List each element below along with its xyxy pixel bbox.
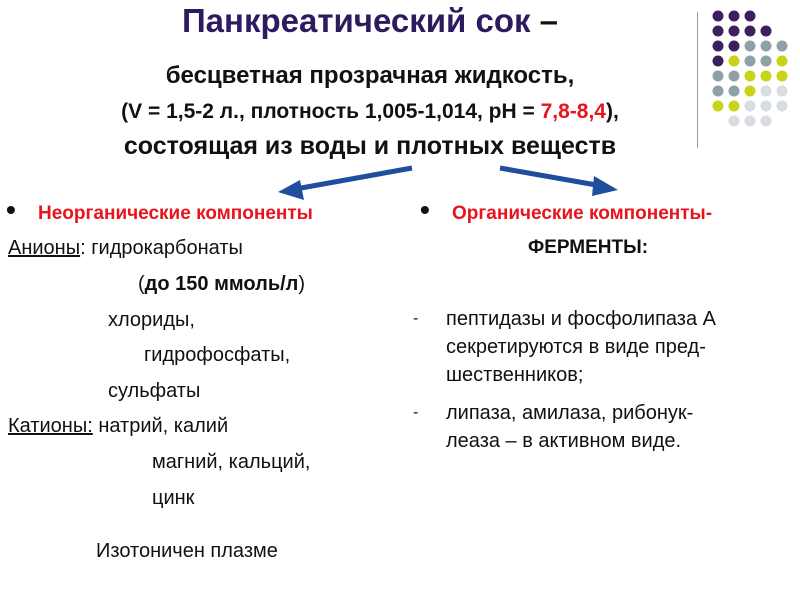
decor-dot: [713, 11, 724, 22]
arrow-right-head: [592, 176, 618, 196]
cation-magnesium-calcium: магний, кальций,: [152, 451, 311, 473]
subtitle-line-2: [0, 100, 740, 124]
decor-dot: [729, 86, 740, 97]
bullet-left: •: [6, 194, 16, 225]
anions-row: [8, 237, 243, 260]
enzyme-item-2-line-2: леаза – в активном виде.: [446, 430, 682, 452]
decor-dot: [761, 41, 772, 52]
arrow-left: [290, 168, 412, 190]
decor-dot: [777, 86, 788, 97]
enzyme-item-2-line-1: липаза, амилаза, рибонук-: [446, 402, 694, 424]
anions-label: Анионы: [8, 237, 81, 259]
bullet-right: •: [420, 194, 430, 225]
decor-dot: [729, 56, 740, 67]
decor-dot: [745, 101, 756, 112]
cations-label: Катионы:: [8, 415, 93, 437]
paren-open: (: [138, 273, 145, 295]
enzyme-item-1-line-1: пептидазы и фосфолипаза А: [446, 308, 716, 330]
divider-line: [697, 12, 698, 148]
bicarbonate-value: до 150 ммоль/л: [144, 273, 299, 295]
subtitle-line-1: бесцветная прозрачная жидкость,: [165, 62, 575, 89]
decor-dot: [729, 41, 740, 52]
anion-chlorides: хлориды,: [108, 309, 195, 331]
title-dash: –: [530, 2, 559, 39]
cation-sodium-potassium: натрий, калий: [92, 415, 229, 437]
organic-header: Органические компоненты-: [452, 203, 713, 224]
decor-dot: [729, 26, 740, 37]
decor-dot: [729, 116, 740, 127]
decor-dot: [713, 41, 724, 52]
decor-dot: [729, 11, 740, 22]
decor-dot: [745, 56, 756, 67]
decor-dot: [713, 56, 724, 67]
paren-close: ): [298, 273, 306, 295]
subtitle-params: (V = 1,5-2 л., плотность 1,005-1,014, pH =: [121, 100, 541, 123]
anions-colon: :: [80, 237, 86, 259]
cations-row: [8, 415, 228, 438]
decor-dot: [761, 56, 772, 67]
decor-dot: [761, 71, 772, 82]
list-dash: -: [413, 310, 419, 327]
slide-title: [0, 2, 740, 40]
anion-sulfates: сульфаты: [108, 380, 201, 402]
title-name: Панкреатический сок: [181, 2, 531, 39]
subtitle-line-3: состоящая из воды и плотных веществ: [123, 132, 617, 160]
subtitle-params-end: ),: [606, 100, 619, 123]
decor-dot: [745, 26, 756, 37]
decor-dot: [729, 101, 740, 112]
decor-dot: [745, 71, 756, 82]
decor-dot: [745, 116, 756, 127]
isotonic-note: Изотоничен плазме: [96, 540, 278, 562]
decor-dot: [761, 116, 772, 127]
list-dash: -: [413, 404, 419, 421]
decor-dot: [777, 71, 788, 82]
decor-dot: [777, 41, 788, 52]
arrow-right: [500, 168, 602, 186]
arrow-left-head: [278, 180, 304, 200]
decorative-dot-grid: [712, 10, 792, 130]
decor-dot: [713, 86, 724, 97]
decor-dot: [777, 56, 788, 67]
enzymes-subheader: ФЕРМЕНТЫ:: [528, 237, 649, 258]
decor-dot: [713, 26, 724, 37]
bicarbonate-amount: [138, 273, 305, 296]
decor-dot: [745, 11, 756, 22]
anion-bicarbonate: гидрокарбонаты: [85, 237, 243, 259]
anion-hydrophosphates: гидрофосфаты,: [144, 344, 291, 366]
decor-dot: [745, 86, 756, 97]
decor-dot: [745, 41, 756, 52]
cation-zinc: цинк: [152, 487, 195, 509]
decor-dot: [713, 101, 724, 112]
decor-dot: [761, 86, 772, 97]
enzyme-item-1-line-2: секретируются в виде пред-: [446, 336, 706, 358]
ph-value: 7,8-8,4: [540, 100, 606, 123]
decor-dot: [761, 26, 772, 37]
inorganic-header: Неорганические компоненты: [38, 203, 313, 224]
decor-dot: [761, 101, 772, 112]
decor-dot: [729, 71, 740, 82]
enzyme-item-1-line-3: шественников;: [446, 364, 584, 386]
decor-dot: [713, 71, 724, 82]
decor-dot: [777, 101, 788, 112]
branch-arrows: [260, 150, 640, 210]
